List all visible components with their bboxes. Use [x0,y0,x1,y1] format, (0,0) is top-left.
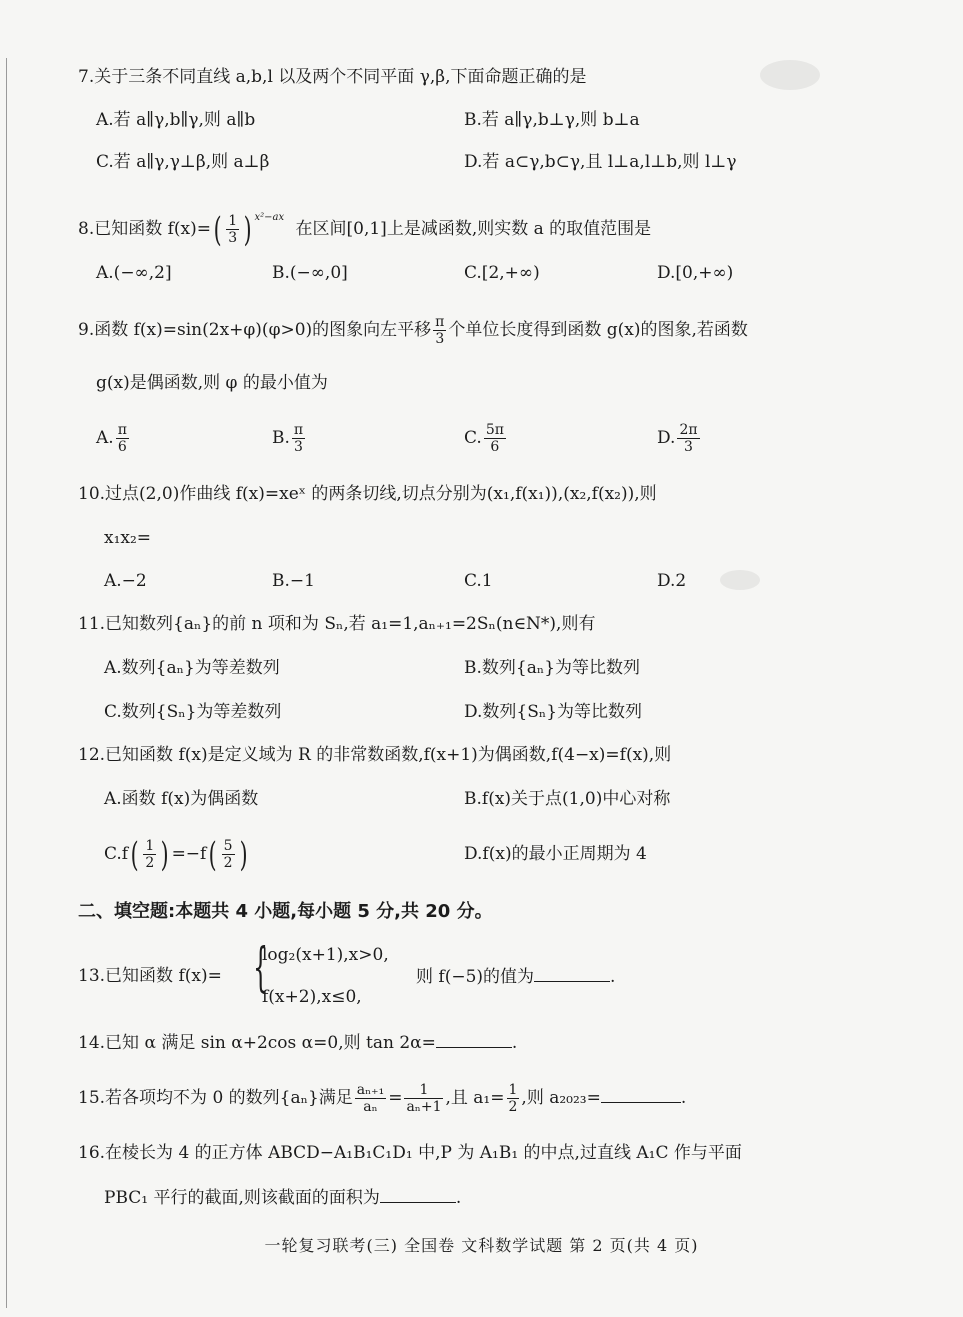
option-fraction [292,422,305,455]
question-9-stem-pre: 9.函数 f(x)=sin(2x+φ)(φ>0)的图象向左平移 [78,320,432,340]
left-paren: ( [130,834,139,875]
option-fraction [677,422,699,455]
period: . [511,1033,518,1053]
question-9-stem [78,310,748,350]
fraction-numerator: 1 [228,213,238,229]
question-9-stem-line2: g(x)是偶函数,则 φ 的最小值为 [96,373,328,393]
period: . [680,1088,687,1108]
question-11-option-b: B.数列{aₙ}为等比数列 [464,658,641,678]
question-13-stem-post [416,965,615,988]
question-15-middle: ,且 a₁= [445,1088,505,1108]
question-12-option-c [104,832,250,876]
question-11-option-a: A.数列{aₙ}为等差数列 [104,658,280,678]
question-13-text: 则 f(−5)的值为 [416,967,535,987]
question-15-fraction-1 [355,1082,386,1115]
fraction-denominator: 3 [228,230,238,246]
question-15-stem [78,1076,686,1120]
fraction-denominator: 6 [490,439,500,455]
question-13-stem-pre: 13.已知函数 f(x)= [78,966,222,986]
section-2-heading: 二、填空题:本题共 4 小题,每小题 5 分,共 20 分。 [78,901,493,922]
question-8-stem [78,198,652,250]
period: . [610,967,616,987]
answer-blank [534,965,610,982]
question-8-option-d: D.[0,+∞) [657,263,734,283]
question-9-option-b [272,418,307,458]
question-9-option-d [657,418,702,458]
fraction-denominator: 3 [684,439,693,455]
question-11-option-d: D.数列{Sₙ}为等比数列 [464,702,643,722]
fraction-denominator: 6 [117,439,127,455]
question-10-option-a: A.−2 [104,571,147,591]
question-10-option-b: B.−1 [272,571,315,591]
fraction-numerator: 5π [485,422,504,438]
question-14-stem [78,1031,517,1054]
option-label: C. [464,428,482,448]
question-12-option-d: D.f(x)的最小正周期为 4 [464,844,647,864]
right-paren: ) [160,834,169,875]
question-12-option-b: B.f(x)关于点(1,0)中心对称 [464,789,671,809]
question-9-option-a [96,418,131,458]
question-16-stem-line2 [104,1186,461,1209]
fraction-denominator: aₙ+1 [406,1099,442,1115]
question-7-option-c: C.若 a∥γ,γ⊥β,则 a⊥β [96,152,270,172]
question-10-stem: 10.过点(2,0)作曲线 f(x)=xeˣ 的两条切线,切点分别为(x₁,f(x₁)),(x₂,f(x₂)),则 [78,484,657,504]
question-8-option-a: A.(−∞,2] [96,263,172,283]
period: . [455,1188,462,1208]
fraction-denominator: 3 [294,439,303,455]
fraction-denominator: 2 [223,855,233,871]
question-11-option-c: C.数列{Sₙ}为等差数列 [104,702,282,722]
option-label: A. [96,428,114,448]
fraction-denominator: aₙ [363,1099,378,1115]
option-label: C.f [104,844,129,864]
question-8-fraction [226,213,239,246]
question-16-text: PBC₁ 平行的截面,则该截面的面积为 [104,1188,380,1208]
fraction-denominator: 2 [145,855,155,871]
question-15-fraction-2 [404,1082,443,1115]
option-fraction [222,838,235,871]
fraction-denominator: 2 [508,1099,518,1115]
fraction-numerator: 1 [145,838,155,854]
question-10-option-c: C.1 [464,571,493,591]
right-paren: ) [243,209,252,250]
left-paren: ( [208,834,217,875]
question-15-fraction-3 [507,1082,520,1115]
right-paren: ) [239,834,248,875]
question-12-option-a: A.函数 f(x)为偶函数 [104,789,259,809]
fraction-numerator: aₙ₊₁ [356,1082,385,1098]
question-9-fraction [433,314,446,347]
question-11-stem: 11.已知数列{aₙ}的前 n 项和为 Sₙ,若 a₁=1,aₙ₊₁=2Sₙ(n∈N*),则有 [78,614,596,634]
question-15-post: ,则 a₂₀₂₃= [521,1088,601,1108]
scan-smudge [720,570,760,590]
fraction-numerator: π [435,314,445,330]
question-14-text: 14.已知 α 满足 sin α+2cos α=0,则 tan 2α= [78,1033,436,1053]
page-footer: 一轮复习联考(三) 全国卷 文科数学试题 第 2 页(共 4 页) [264,1236,699,1255]
question-8-option-b: B.(−∞,0] [272,263,348,283]
option-fraction [143,838,156,871]
question-16-stem: 16.在棱长为 4 的正方体 ABCD−A₁B₁C₁D₁ 中,P 为 A₁B₁ 的中点,过直线 A₁C 作与平面 [78,1143,742,1163]
question-9-stem-post: 个单位长度得到函数 g(x)的图象,若函数 [448,320,748,340]
fraction-numerator: 1 [508,1082,518,1098]
question-7-option-a: A.若 a∥γ,b∥γ,则 a∥b [96,110,256,130]
fraction-denominator: 3 [435,331,445,347]
fraction-numerator: 5 [223,838,233,854]
answer-blank [436,1031,512,1048]
question-9-option-c [464,418,508,458]
question-8-option-c: C.[2,+∞) [464,263,540,283]
equals-sign: = [388,1088,403,1108]
question-8-stem-post: 在区间[0,1]上是减函数,则实数 a 的取值范围是 [295,219,652,239]
question-10-option-d: D.2 [657,571,687,591]
question-12-stem: 12.已知函数 f(x)是定义域为 R 的非常数函数,f(x+1)为偶函数,f(4−x)=f(x),则 [78,745,672,765]
question-13-case-2: f(x+2),x≤0, [262,987,362,1007]
option-fraction [484,422,506,455]
question-13-case-1: log₂(x+1),x>0, [262,945,389,965]
piecewise-brace: { [253,938,268,998]
question-7-stem: 7.关于三条不同直线 a,b,l 以及两个不同平面 γ,β,下面命题正确的是 [78,67,587,87]
option-middle: =−f [171,844,207,864]
option-fraction [116,422,129,455]
page-left-rule [6,58,7,1308]
option-label: B. [272,428,290,448]
question-7-option-b: B.若 a∥γ,b⊥γ,则 b⊥a [464,110,640,130]
answer-blank [380,1186,456,1203]
left-paren: ( [213,209,222,250]
question-8-exponent: x²−ax [254,212,285,223]
fraction-numerator: 2π [679,422,698,438]
fraction-numerator: 1 [404,1082,443,1099]
fraction-numerator: π [117,422,127,438]
question-10-stem-line2: x₁x₂= [104,528,152,548]
question-7-option-d: D.若 a⊂γ,b⊂γ,且 l⊥a,l⊥b,则 l⊥γ [464,152,737,172]
fraction-numerator: π [293,422,304,438]
question-8-stem-pre: 8.已知函数 f(x)= [78,219,212,239]
answer-blank [601,1086,681,1103]
option-label: D. [657,428,676,448]
question-15-text: 15.若各项均不为 0 的数列{aₙ}满足 [78,1088,353,1108]
scan-smudge [760,60,820,90]
